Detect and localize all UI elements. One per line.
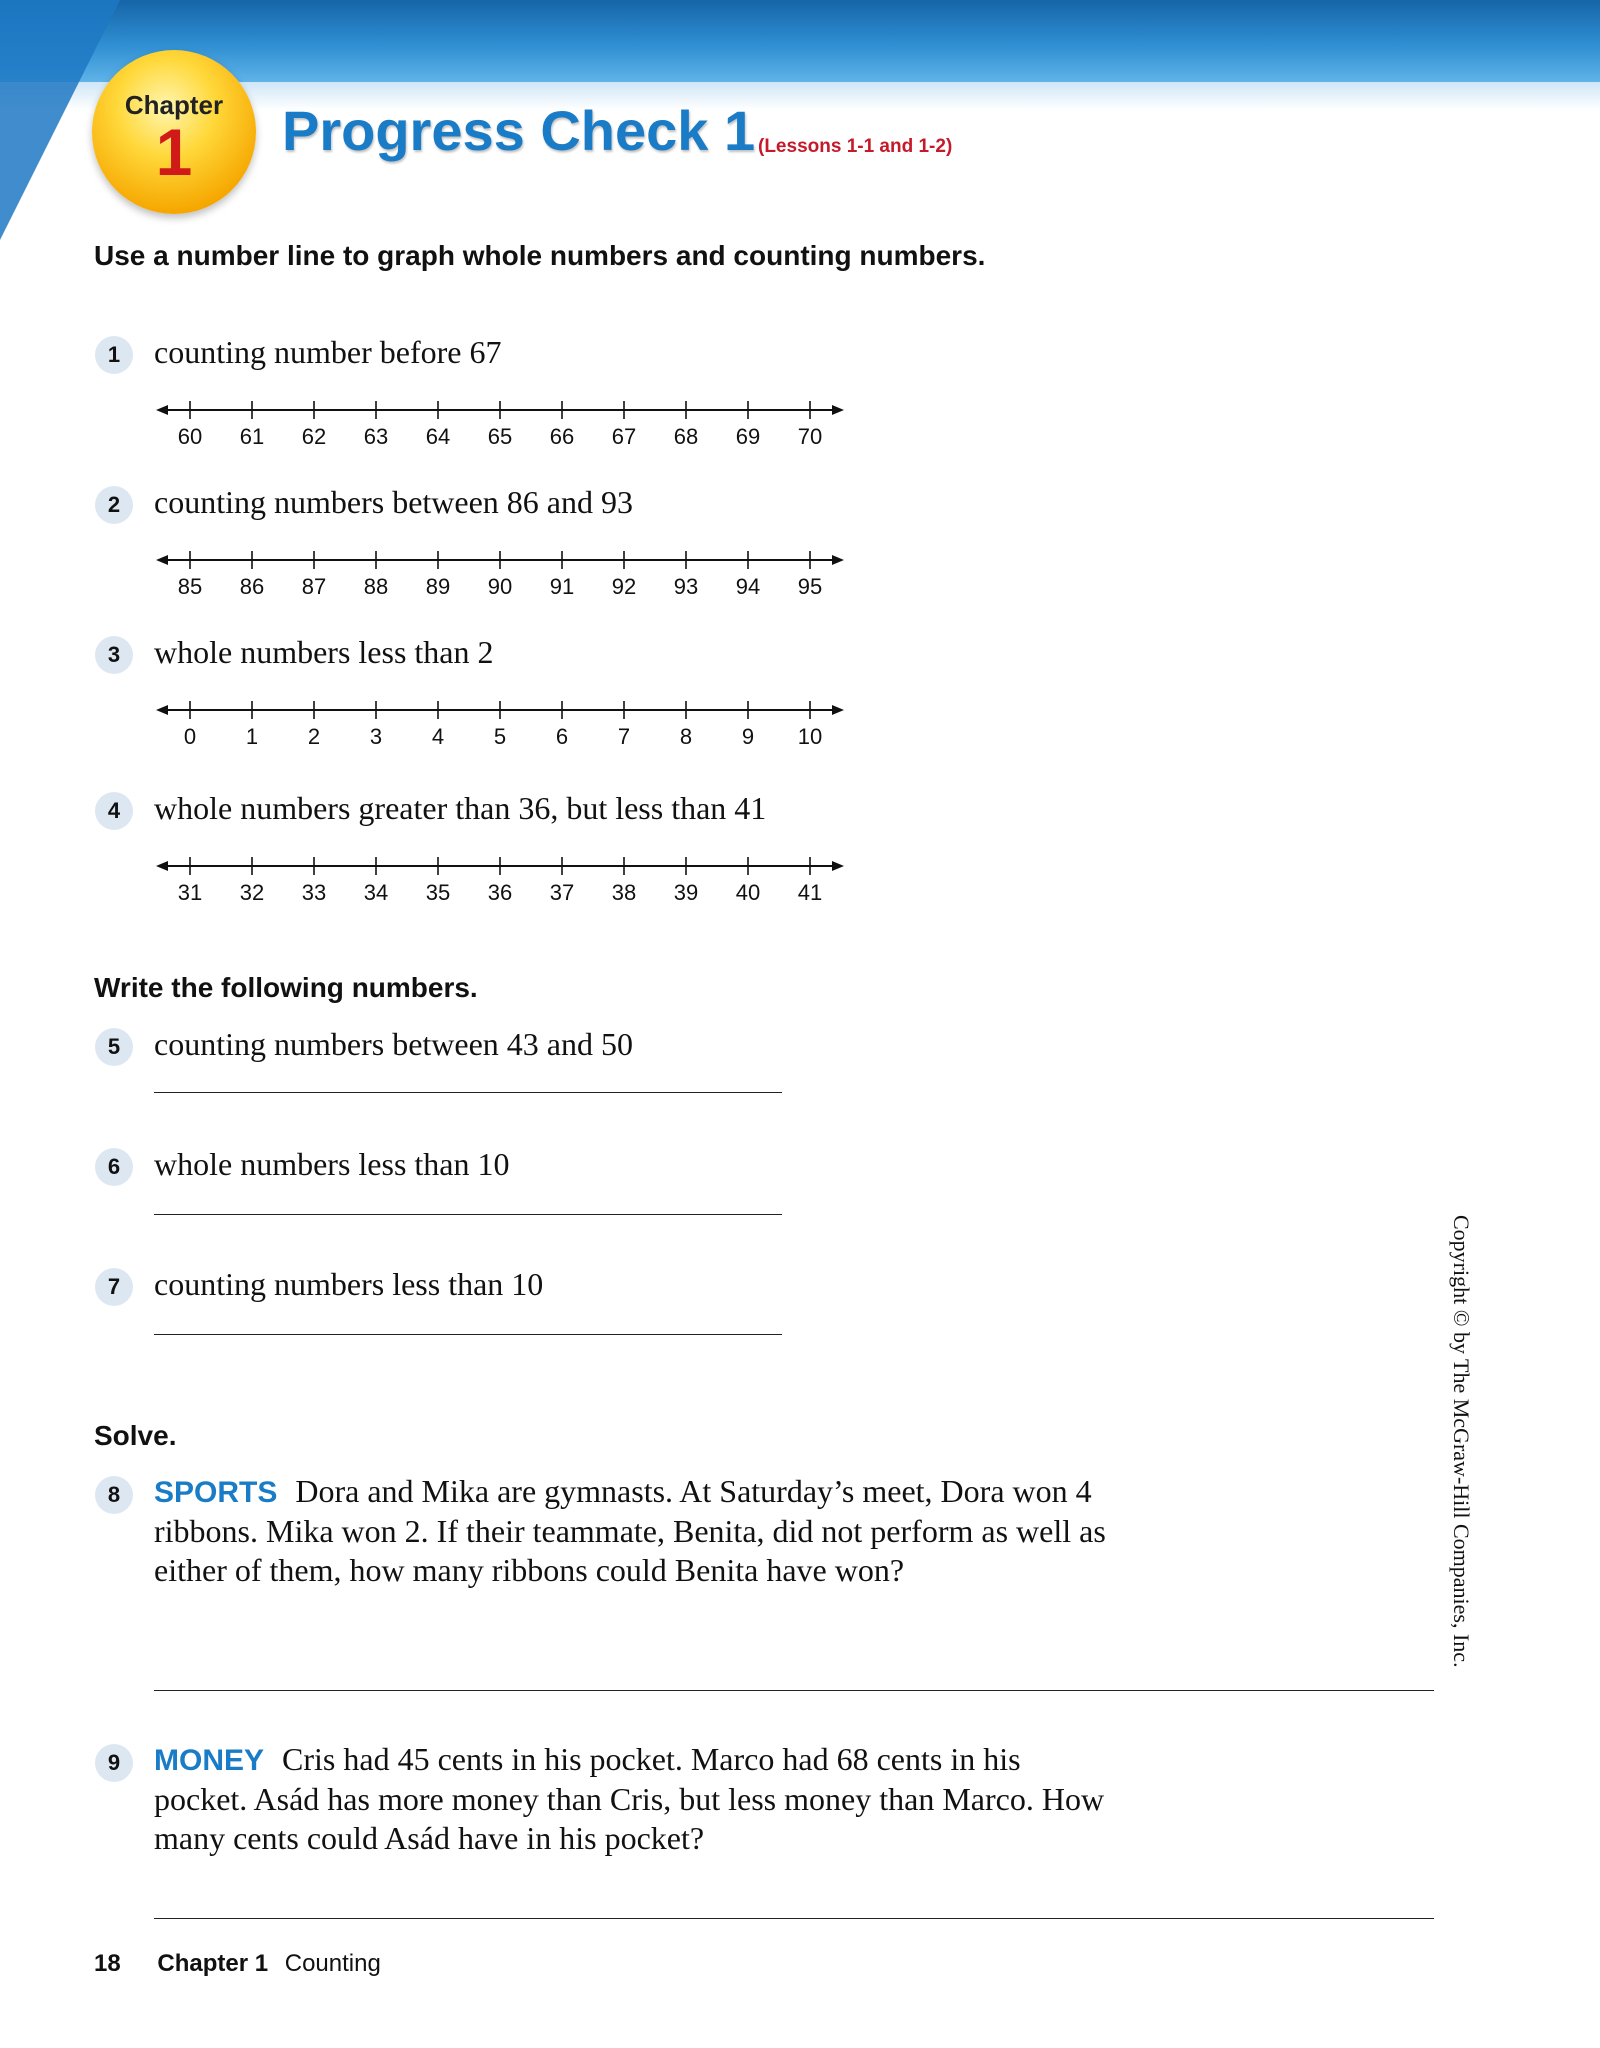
number-line-tick-label: 1	[245, 724, 259, 749]
arrow-right-icon	[832, 405, 844, 415]
question-number: 4	[95, 792, 133, 830]
number-line-tick-label: 40	[735, 880, 761, 905]
answer-line[interactable]	[154, 1918, 1434, 1919]
number-line-tick-label: 89	[425, 574, 451, 599]
number-line-tick-label: 5	[493, 724, 507, 749]
number-line-tick-label: 32	[239, 880, 265, 905]
number-line-tick-label: 60	[177, 424, 203, 449]
number-line-tick-label: 94	[735, 574, 761, 599]
word-problem	[154, 1740, 1114, 1858]
arrow-left-icon	[156, 705, 168, 715]
number-line-tick-label: 64	[425, 424, 451, 449]
number-line-tick-label: 33	[301, 880, 327, 905]
copyright-notice: Copyright © by The McGraw-Hill Companies, Inc.	[1449, 1215, 1474, 1668]
question-number: 1	[95, 336, 133, 374]
number-line-tick-label: 37	[549, 880, 575, 905]
word-problem	[154, 1472, 1114, 1590]
number-line-tick-label: 62	[301, 424, 327, 449]
number-line-tick-label: 61	[239, 424, 265, 449]
number-line-tick-label: 87	[301, 574, 327, 599]
number-line-tick-label: 6	[555, 724, 569, 749]
number-line-tick-label: 7	[617, 724, 631, 749]
number-line-tick-label: 70	[797, 424, 823, 449]
question-number: 6	[95, 1148, 133, 1186]
number-line[interactable]	[140, 696, 860, 768]
header-banner	[0, 0, 1600, 82]
number-line-tick-label: 0	[183, 724, 197, 749]
number-line-tick-label: 95	[797, 574, 823, 599]
answer-line[interactable]	[154, 1092, 782, 1093]
question-text: counting numbers between 86 and 93	[154, 484, 633, 520]
problem-tag: SPORTS	[154, 1476, 278, 1509]
question-number: 7	[95, 1268, 133, 1306]
number-line-tick-label: 35	[425, 880, 451, 905]
number-line-tick-label: 41	[797, 880, 823, 905]
section3-instruction: Solve.	[94, 1420, 177, 1451]
footer-chapter-label: Chapter 1	[157, 1950, 269, 1977]
number-line-tick-label: 2	[307, 724, 321, 749]
question-number: 3	[95, 636, 133, 674]
number-line-tick-label: 9	[741, 724, 755, 749]
number-line[interactable]	[140, 396, 860, 468]
number-line[interactable]	[140, 546, 860, 618]
question-text: whole numbers less than 2	[154, 634, 494, 670]
number-line-tick-label: 38	[611, 880, 637, 905]
number-line-tick-label: 34	[363, 880, 389, 905]
section1-instruction: Use a number line to graph whole numbers and counting numbers.	[94, 240, 986, 271]
arrow-left-icon	[156, 861, 168, 871]
number-line-tick-label: 67	[611, 424, 637, 449]
footer-chapter-title: Counting	[284, 1950, 381, 1977]
page-subtitle: (Lessons 1-1 and 1-2)	[758, 136, 953, 157]
number-line-tick-label: 65	[487, 424, 513, 449]
number-line-tick-label: 3	[369, 724, 383, 749]
question-text: counting number before 67	[154, 334, 502, 370]
question-number: 8	[95, 1476, 133, 1514]
question-text: whole numbers less than 10	[154, 1146, 510, 1182]
problem-tag: MONEY	[154, 1744, 265, 1777]
question-number: 5	[95, 1028, 133, 1066]
number-line-tick-label: 36	[487, 880, 513, 905]
number-line-tick-label: 86	[239, 574, 265, 599]
number-line-tick-label: 85	[177, 574, 203, 599]
number-line-tick-label: 63	[363, 424, 389, 449]
question-text: whole numbers greater than 36, but less than 41	[154, 790, 767, 826]
answer-line[interactable]	[154, 1334, 782, 1335]
number-line-tick-label: 8	[679, 724, 693, 749]
number-line-tick-label: 90	[487, 574, 513, 599]
question-text: counting numbers between 43 and 50	[154, 1026, 633, 1062]
chapter-badge-number: 1	[155, 115, 193, 189]
number-line-tick-label: 31	[177, 880, 203, 905]
chapter-badge	[92, 50, 256, 214]
question-number: 9	[95, 1744, 133, 1782]
number-line-tick-label: 91	[549, 574, 575, 599]
number-line-tick-label: 10	[797, 724, 823, 749]
question-text: counting numbers less than 10	[154, 1266, 544, 1302]
arrow-right-icon	[832, 861, 844, 871]
section2-instruction: Write the following numbers.	[94, 972, 478, 1003]
number-line-tick-label: 69	[735, 424, 761, 449]
number-line[interactable]	[140, 852, 860, 924]
number-line-tick-label: 88	[363, 574, 389, 599]
answer-line[interactable]	[154, 1690, 1434, 1691]
number-line-tick-label: 4	[431, 724, 445, 749]
chapter-badge-word: Chapter	[124, 90, 224, 120]
number-line-tick-label: 39	[673, 880, 699, 905]
question-number: 2	[95, 486, 133, 524]
number-line-tick-label: 68	[673, 424, 699, 449]
arrow-right-icon	[832, 705, 844, 715]
number-line-tick-label: 93	[673, 574, 699, 599]
number-line-tick-label: 92	[611, 574, 637, 599]
number-line-tick-label: 66	[549, 424, 575, 449]
page-title: Progress Check 1	[282, 99, 756, 162]
problem-text: Dora and Mika are gymnasts. At Saturday’s meet, Dora won 4 ribbons. Mika won 2. If their teammate, Benita, did not perform as well as either of them, how many ribbons could Benita have won?	[154, 1473, 1106, 1588]
problem-text: Cris had 45 cents in his pocket. Marco had 68 cents in his pocket. Asád has more money than Cris, but less money than Marco. How many cents could Asád have in his pocket?	[154, 1741, 1105, 1856]
answer-line[interactable]	[154, 1214, 782, 1215]
arrow-left-icon	[156, 555, 168, 565]
arrow-right-icon	[832, 555, 844, 565]
page-footer	[94, 1950, 381, 1978]
page-number: 18	[94, 1950, 121, 1977]
arrow-left-icon	[156, 405, 168, 415]
